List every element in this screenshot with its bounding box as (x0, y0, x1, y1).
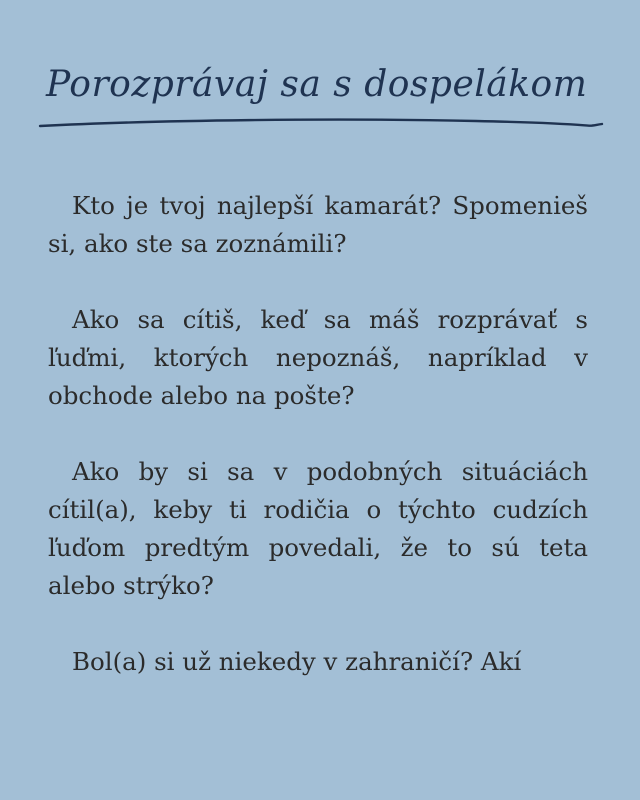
questions-text (48, 187, 588, 719)
title-underline (36, 112, 606, 136)
title-block (36, 60, 606, 140)
question-paragraph: Ako by si sa v podobných situáciách cítil(a), keby ti rodičia o týchto cudzích ľuďom predtým povedali, že to sú teta alebo strýko? (48, 457, 588, 600)
question-paragraph: Bol(a) si už niekedy v zahraničí? Akí (72, 647, 522, 676)
page-title: Porozprávaj sa s dospelákom (46, 64, 588, 105)
question-paragraph: Kto je tvoj najlepší kamarát? Spomenieš si, ako ste sa zoznámili? (48, 191, 588, 258)
question-paragraph: Ako sa cítiš, keď sa máš rozprávať s ľuďmi, ktorých nepoznáš, napríklad v obchode alebo na pošte? (48, 305, 588, 410)
